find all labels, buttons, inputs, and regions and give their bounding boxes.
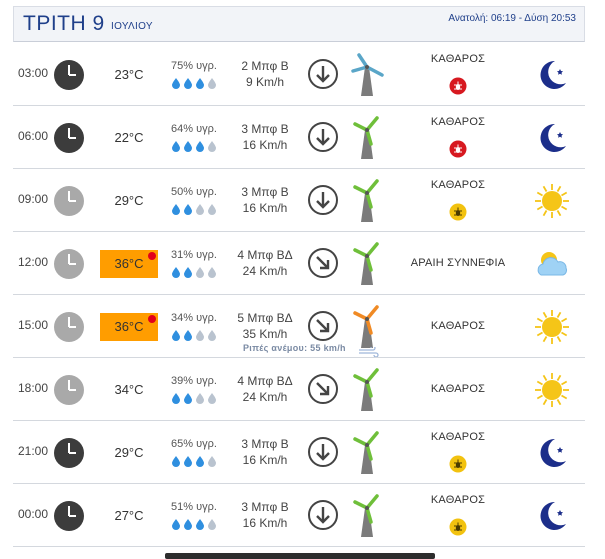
temperature-value: 27°C — [114, 508, 144, 523]
wind-direction-icon — [307, 373, 339, 405]
wind-speed: 16 Km/h — [242, 201, 288, 215]
humidity-label: 64% υγρ. — [171, 123, 217, 135]
wind-beaufort: 4 Μπφ ΒΔ — [237, 248, 293, 262]
forecast-row — [13, 43, 585, 106]
condition-label: ΚΑΘΑΡΟΣ — [430, 494, 486, 506]
wind-info — [226, 247, 304, 279]
clock-icon — [53, 311, 85, 343]
wind-speed: 24 Km/h — [242, 264, 288, 278]
time-label: 15:00 — [18, 318, 49, 332]
humidity-label: 50% υγρ. — [171, 186, 217, 198]
wind-turbine-icon — [349, 368, 385, 412]
clock-icon — [53, 122, 85, 154]
gust-icon — [358, 344, 380, 354]
temperature — [100, 124, 158, 152]
time-label: 06:00 — [18, 129, 49, 143]
wind-beaufort: 3 Μπφ Β — [241, 122, 289, 136]
wind-turbine-icon — [349, 242, 385, 286]
wind-gust-label: Ριπές ανέμου: 55 km/h — [243, 343, 346, 353]
day-title: ΤΡΙΤΗ 9 — [23, 12, 105, 35]
condition-label: ΚΑΘΑΡΟΣ — [430, 383, 486, 395]
insect-alert-icon — [449, 203, 467, 221]
humidity-drops-icon — [170, 202, 222, 214]
partly-cloudy-icon — [533, 245, 571, 283]
wind-direction-icon — [307, 436, 339, 468]
wind-direction-icon — [307, 247, 339, 279]
humidity-label: 51% υγρ. — [171, 501, 217, 513]
condition-label: ΚΑΘΑΡΟΣ — [430, 320, 486, 332]
humidity-drops-icon — [170, 139, 222, 151]
moon-icon — [533, 434, 571, 472]
temperature — [100, 313, 158, 341]
wind-direction-icon — [307, 184, 339, 216]
time-label: 03:00 — [18, 66, 49, 80]
forecast-row — [13, 421, 585, 484]
wind-speed: 16 Km/h — [242, 138, 288, 152]
wind-speed: 24 Km/h — [242, 390, 288, 404]
temperature-value: 36°C — [114, 256, 144, 271]
humidity-label: 75% υγρ. — [171, 60, 217, 72]
sun-icon — [533, 182, 571, 220]
wind-turbine-icon — [349, 179, 385, 223]
temperature — [100, 439, 158, 467]
wind-beaufort: 2 Μπφ Β — [241, 59, 289, 73]
wind-info — [226, 184, 304, 216]
wind-beaufort: 3 Μπφ Β — [241, 500, 289, 514]
temperature — [100, 187, 158, 215]
wind-info — [226, 373, 304, 405]
humidity-label: 34% υγρ. — [171, 312, 217, 324]
temperature-value: 29°C — [114, 193, 144, 208]
insect-alert-icon — [449, 140, 467, 158]
month-label: ΙΟΥΛΙΟΥ — [111, 21, 153, 32]
wind-turbine-icon — [349, 53, 385, 97]
humidity-drops-icon — [170, 454, 222, 466]
temperature-value: 36°C — [114, 319, 144, 334]
clock-icon — [53, 248, 85, 280]
temperature-value: 29°C — [114, 445, 144, 460]
temperature — [100, 376, 158, 404]
wind-speed: 16 Km/h — [242, 516, 288, 530]
wind-speed: 16 Km/h — [242, 453, 288, 467]
moon-icon — [533, 56, 571, 94]
condition-label: ΑΡΑΙΗ ΣΥΝΝΕΦΙΑ — [410, 257, 506, 269]
time-label: 00:00 — [18, 507, 49, 521]
temperature — [100, 61, 158, 89]
temperature-value: 22°C — [114, 130, 144, 145]
wind-direction-icon — [307, 310, 339, 342]
insect-alert-icon — [449, 77, 467, 95]
forecast-row — [13, 169, 585, 232]
time-label: 18:00 — [18, 381, 49, 395]
forecast-row — [13, 484, 585, 547]
insect-alert-icon — [449, 518, 467, 536]
humidity-label: 31% υγρ. — [171, 249, 217, 261]
wind-info — [226, 121, 304, 153]
wind-beaufort: 3 Μπφ Β — [241, 185, 289, 199]
sun-icon — [533, 371, 571, 409]
humidity-drops-icon — [170, 391, 222, 403]
wind-beaufort: 5 Μπφ ΒΔ — [237, 311, 293, 325]
wind-turbine-icon — [349, 305, 385, 349]
temperature-value: 23°C — [114, 67, 144, 82]
wind-beaufort: 3 Μπφ Β — [241, 437, 289, 451]
temperature — [100, 502, 158, 530]
clock-icon — [53, 374, 85, 406]
temperature-value: 34°C — [114, 382, 144, 397]
condition-label: ΚΑΘΑΡΟΣ — [430, 431, 486, 443]
sun-icon — [533, 308, 571, 346]
moon-icon — [533, 497, 571, 535]
heat-alert-dot — [148, 252, 156, 260]
wind-info — [226, 436, 304, 468]
wind-turbine-icon — [349, 116, 385, 160]
wind-speed: 35 Km/h — [242, 327, 288, 341]
humidity-label: 39% υγρ. — [171, 375, 217, 387]
temperature — [100, 250, 158, 278]
forecast-row — [13, 106, 585, 169]
wind-turbine-icon — [349, 494, 385, 538]
heat-alert-dot — [148, 315, 156, 323]
humidity-drops-icon — [170, 517, 222, 529]
time-label: 21:00 — [18, 444, 49, 458]
clock-icon — [53, 437, 85, 469]
humidity-label: 65% υγρ. — [171, 438, 217, 450]
bottom-bar — [165, 553, 435, 559]
clock-icon — [53, 500, 85, 532]
condition-label: ΚΑΘΑΡΟΣ — [430, 53, 486, 65]
clock-icon — [53, 59, 85, 91]
time-label: 12:00 — [18, 255, 49, 269]
day-header — [13, 6, 585, 42]
time-label: 09:00 — [18, 192, 49, 206]
forecast-row — [13, 295, 585, 358]
wind-direction-icon — [307, 121, 339, 153]
wind-info — [226, 58, 304, 90]
humidity-drops-icon — [170, 328, 222, 340]
forecast-row — [13, 358, 585, 421]
wind-turbine-icon — [349, 431, 385, 475]
condition-label: ΚΑΘΑΡΟΣ — [430, 179, 486, 191]
humidity-drops-icon — [170, 265, 222, 277]
condition-label: ΚΑΘΑΡΟΣ — [430, 116, 486, 128]
wind-direction-icon — [307, 58, 339, 90]
wind-beaufort: 4 Μπφ ΒΔ — [237, 374, 293, 388]
forecast-row — [13, 232, 585, 295]
wind-direction-icon — [307, 499, 339, 531]
wind-info — [226, 499, 304, 531]
sunrise-sunset: Ανατολή: 06:19 - Δύση 20:53 — [448, 13, 576, 24]
moon-icon — [533, 119, 571, 157]
clock-icon — [53, 185, 85, 217]
humidity-drops-icon — [170, 76, 222, 88]
wind-speed: 9 Km/h — [245, 75, 284, 89]
insect-alert-icon — [449, 455, 467, 473]
wind-info — [226, 310, 304, 342]
